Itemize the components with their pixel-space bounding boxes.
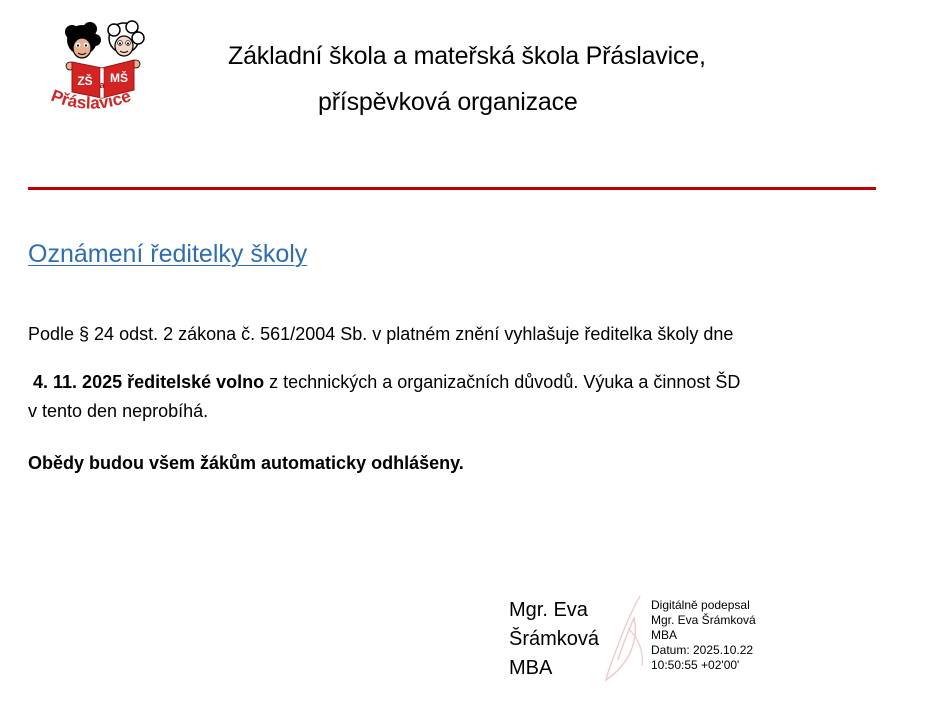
signature-name <box>509 596 599 683</box>
announcement-title: Oznámení ředitelky školy <box>28 240 308 268</box>
signature-detail-line: Mgr. Eva Šrámková <box>651 613 756 627</box>
signature-detail-line: 10:50:55 +02'00' <box>651 658 740 672</box>
header-divider <box>28 187 876 190</box>
black-sheep-icon <box>65 22 101 58</box>
announcement-lunch-notice: Obědy budou všem žákům automaticky odhlášeny. <box>28 453 464 473</box>
school-name: Základní škola a mateřská škola Přáslavice, <box>228 42 706 70</box>
digital-signature-details <box>651 598 756 673</box>
signature-detail-line: MBA <box>651 628 678 642</box>
signature-name-line-3: MBA <box>509 657 553 679</box>
signature-detail-line: Digitálně podepsal <box>651 598 750 612</box>
school-logo-graphic <box>44 18 164 123</box>
signature-detail-line: Datum: 2025.10.22 <box>651 643 754 657</box>
logo-arc-textpath: Přáslavice <box>48 86 134 113</box>
logo-right-text: MŠ <box>110 71 128 85</box>
signature-scribble-icon <box>598 588 658 688</box>
logo-left-text: ZŠ <box>77 74 93 88</box>
announcement-paragraph-2-rest: z technických a organizačních důvodů. Výuka a činnost ŠD <box>264 372 741 392</box>
announcement-date-bold: 4. 11. 2025 ředitelské volno <box>33 372 265 392</box>
announcement-paragraph-2 <box>28 372 740 393</box>
announcement-paragraph-3: v tento den neprobíhá. <box>28 401 209 421</box>
logo-center-text: a <box>99 80 105 90</box>
signature-name-line-2: Šrámková <box>509 628 600 650</box>
announcement-paragraph-1: Podle § 24 odst. 2 zákona č. 561/2004 Sb. v platném znění vyhlašuje ředitelka školy dne <box>28 324 734 344</box>
white-sheep-icon <box>108 21 144 56</box>
school-org-type: příspěvková organizace <box>318 88 578 116</box>
signature-name-line-1: Mgr. Eva <box>509 599 588 621</box>
school-logo <box>44 18 164 123</box>
